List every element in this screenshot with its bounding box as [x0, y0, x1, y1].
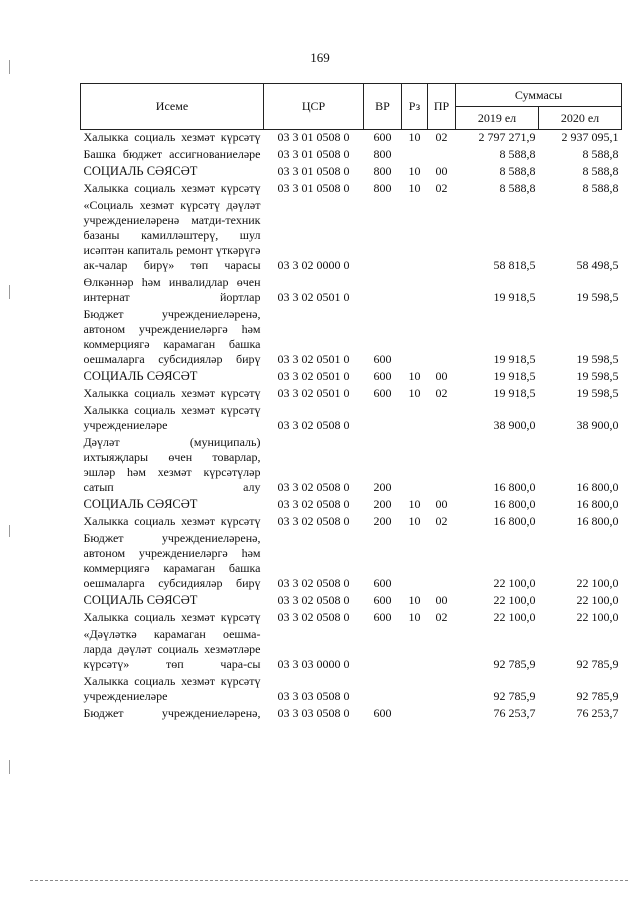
row-rz-code: 10 [408, 497, 421, 511]
row-pr-code [428, 531, 456, 593]
table-row [81, 610, 622, 627]
row-amount-2019: 22 100,0 [493, 576, 536, 590]
row-pr-code [428, 307, 456, 369]
table-row [81, 706, 622, 723]
row-amount-2019: 16 800,0 [493, 514, 536, 528]
row-name: Халыкка социаль хезмәт күрсәтү [83, 514, 261, 528]
row-rz-code [402, 307, 428, 369]
header-year-2020: 2020 ел [539, 107, 622, 130]
row-rz-code [402, 403, 428, 435]
row-amount-2019: 58 818,5 [493, 258, 536, 272]
row-amount-2019: 19 918,5 [493, 352, 536, 366]
table-row [81, 307, 622, 369]
row-amount-2020: 16 800,0 [576, 480, 619, 494]
table-row [81, 181, 622, 198]
table-row [81, 198, 622, 275]
row-vr-code: 600 [373, 576, 392, 590]
row-name: СОЦИАЛЬ СӘЯСӘТ [83, 164, 198, 178]
row-vr-code: 600 [373, 593, 392, 607]
row-vr-code: 600 [373, 706, 392, 720]
row-rz-code: 10 [408, 593, 421, 607]
margin-mark [9, 760, 10, 774]
table-row [81, 674, 622, 706]
row-rz-code: 10 [408, 164, 421, 178]
row-pr-code [428, 147, 456, 164]
row-csr-code: 03 3 01 0508 0 [277, 147, 350, 161]
row-amount-2020: 19 598,5 [576, 386, 619, 400]
row-pr-code [428, 275, 456, 307]
table-row [81, 531, 622, 593]
row-vr-code: 600 [373, 610, 392, 624]
row-amount-2020: 8 588,8 [582, 164, 619, 178]
row-amount-2020: 19 598,5 [576, 290, 619, 304]
row-vr-code: 200 [373, 497, 392, 511]
row-amount-2020: 92 785,9 [576, 657, 619, 671]
row-amount-2020: 16 800,0 [576, 514, 619, 528]
row-amount-2020: 22 100,0 [576, 593, 619, 607]
row-name: СОЦИАЛЬ СӘЯСӘТ [83, 593, 198, 607]
row-amount-2020: 58 498,5 [576, 258, 619, 272]
margin-mark [9, 285, 10, 299]
row-vr-code [364, 198, 402, 275]
row-pr-code: 02 [435, 514, 448, 528]
row-csr-code: 03 3 02 0000 0 [277, 258, 350, 272]
row-amount-2019: 8 588,8 [499, 181, 536, 195]
row-vr-code: 600 [373, 130, 392, 144]
row-pr-code: 02 [435, 610, 448, 624]
table-row [81, 514, 622, 531]
row-csr-code: 03 3 02 0501 0 [277, 386, 350, 400]
row-vr-code: 800 [373, 147, 392, 161]
row-rz-code [402, 674, 428, 706]
row-rz-code: 10 [408, 369, 421, 383]
row-amount-2019: 2 797 271,9 [478, 130, 536, 144]
row-csr-code: 03 3 01 0508 0 [277, 130, 350, 144]
row-amount-2019: 92 785,9 [493, 657, 536, 671]
row-rz-code: 10 [408, 386, 421, 400]
row-rz-code [402, 435, 428, 497]
row-csr-code: 03 3 02 0501 0 [277, 352, 350, 366]
row-amount-2019: 16 800,0 [493, 497, 536, 511]
margin-mark [9, 525, 10, 537]
row-amount-2019: 19 918,5 [493, 369, 536, 383]
row-csr-code: 03 3 02 0508 0 [277, 418, 350, 432]
row-rz-code [402, 275, 428, 307]
header-csr: ЦСР [264, 84, 364, 130]
row-amount-2020: 19 598,5 [576, 369, 619, 383]
row-rz-code [402, 531, 428, 593]
row-amount-2019: 19 918,5 [493, 386, 536, 400]
row-csr-code: 03 3 03 0508 0 [277, 706, 350, 720]
budget-table [80, 83, 622, 723]
row-csr-code: 03 3 01 0508 0 [277, 164, 350, 178]
row-pr-code: 00 [435, 369, 448, 383]
table-row [81, 627, 622, 674]
row-pr-code [428, 706, 456, 723]
row-name: Бюджет учреждениеләренә, автоном учреждениеләргә һәм коммерциягә карамаган башка оешмаларга субсидияләр бирү [83, 531, 261, 590]
table-row [81, 369, 622, 386]
header-amounts: Суммасы [456, 84, 622, 107]
row-amount-2019: 38 900,0 [493, 418, 536, 432]
table-row [81, 275, 622, 307]
row-pr-code: 00 [435, 497, 448, 511]
row-csr-code: 03 3 02 0501 0 [277, 290, 350, 304]
row-rz-code: 10 [408, 130, 421, 144]
row-name: СОЦИАЛЬ СӘЯСӘТ [83, 369, 198, 383]
row-vr-code: 600 [373, 352, 392, 366]
row-vr-code [364, 627, 402, 674]
row-amount-2020: 92 785,9 [576, 689, 619, 703]
row-pr-code: 02 [435, 130, 448, 144]
row-amount-2019: 22 100,0 [493, 593, 536, 607]
table-row [81, 147, 622, 164]
row-name: Башка бюджет ассигнованиеләре [83, 147, 261, 161]
row-vr-code [364, 674, 402, 706]
row-name: «Дәүләткә карамаган оешма-ларда дәүләт социаль хезмәтләре күрсәтү» төп чара-сы [83, 627, 261, 671]
header-name: Исеме [81, 84, 264, 130]
row-name: Дәүләт (муниципаль) ихтыяҗлары өчен товарлар, эшләр һәм хезмәт күрсәтүләр сатып алу [83, 435, 261, 494]
table-row [81, 164, 622, 181]
row-amount-2020: 2 937 095,1 [561, 130, 619, 144]
table-row [81, 130, 622, 148]
row-rz-code: 10 [408, 181, 421, 195]
table-row [81, 435, 622, 497]
header-pr: ПР [428, 84, 456, 130]
row-amount-2020: 16 800,0 [576, 497, 619, 511]
row-csr-code: 03 3 03 0508 0 [277, 689, 350, 703]
row-name: Халыкка социаль хезмәт күрсәтү учреждениеләре [83, 403, 261, 432]
table-row [81, 593, 622, 610]
header-vr: ВР [364, 84, 402, 130]
row-pr-code [428, 198, 456, 275]
row-vr-code: 800 [373, 181, 392, 195]
row-name: Өлкәннәр һәм инвалидлар өчен интернат йортлар [83, 275, 261, 304]
row-vr-code: 600 [373, 369, 392, 383]
row-amount-2019: 8 588,8 [499, 164, 536, 178]
row-amount-2020: 19 598,5 [576, 352, 619, 366]
row-pr-code: 02 [435, 181, 448, 195]
row-vr-code [364, 403, 402, 435]
row-pr-code [428, 435, 456, 497]
page-number: 169 [310, 50, 330, 65]
row-amount-2019: 76 253,7 [493, 706, 536, 720]
row-csr-code: 03 3 02 0508 0 [277, 514, 350, 528]
row-vr-code [364, 275, 402, 307]
row-amount-2019: 22 100,0 [493, 610, 536, 624]
table-row [81, 497, 622, 514]
row-vr-code: 200 [373, 480, 392, 494]
row-rz-code [402, 627, 428, 674]
row-vr-code: 200 [373, 514, 392, 528]
row-amount-2019: 92 785,9 [493, 689, 536, 703]
row-pr-code: 02 [435, 386, 448, 400]
row-rz-code [402, 198, 428, 275]
row-pr-code [428, 674, 456, 706]
table-row [81, 386, 622, 403]
row-csr-code: 03 3 02 0508 0 [277, 610, 350, 624]
row-rz-code: 10 [408, 514, 421, 528]
row-csr-code: 03 3 02 0508 0 [277, 576, 350, 590]
row-pr-code [428, 627, 456, 674]
row-csr-code: 03 3 01 0508 0 [277, 181, 350, 195]
row-pr-code [428, 403, 456, 435]
row-vr-code: 600 [373, 386, 392, 400]
row-amount-2020: 22 100,0 [576, 610, 619, 624]
row-name: Халыкка социаль хезмәт күрсәтү учреждениеләре [83, 674, 261, 703]
row-name: Халыкка социаль хезмәт күрсәтү [83, 386, 261, 400]
row-amount-2020: 76 253,7 [576, 706, 619, 720]
row-name: Бюджет учреждениеләренә, автоном учреждениеләргә һәм коммерциягә карамаган башка оешмаларга субсидияләр бирү [83, 307, 261, 366]
row-rz-code: 10 [408, 610, 421, 624]
bottom-rule [30, 880, 628, 881]
row-csr-code: 03 3 02 0508 0 [277, 480, 350, 494]
row-name: «Социаль хезмәт күрсәтү дәүләт учреждениеләренә матди-техник базаны камилләштерү, шул исәптән капиталь ремонт үткәрүгә ак-чалар бирү» төп чарасы [83, 198, 261, 272]
row-amount-2020: 8 588,8 [582, 147, 619, 161]
table-row [81, 403, 622, 435]
row-amount-2019: 16 800,0 [493, 480, 536, 494]
row-amount-2019: 19 918,5 [493, 290, 536, 304]
row-name: Халыкка социаль хезмәт күрсәтү [83, 610, 261, 624]
row-name: СОЦИАЛЬ СӘЯСӘТ [83, 497, 198, 511]
row-csr-code: 03 3 02 0508 0 [277, 497, 350, 511]
row-amount-2020: 8 588,8 [582, 181, 619, 195]
row-csr-code: 03 3 03 0000 0 [277, 657, 350, 671]
row-amount-2019: 8 588,8 [499, 147, 536, 161]
header-year-2019: 2019 ел [456, 107, 539, 130]
row-rz-code [402, 147, 428, 164]
row-name: Халыкка социаль хезмәт күрсәтү [83, 130, 261, 144]
row-csr-code: 03 3 02 0501 0 [277, 369, 350, 383]
row-name: Халыкка социаль хезмәт күрсәтү [83, 181, 261, 195]
row-name: Бюджет учреждениеләренә, [83, 706, 261, 720]
row-vr-code: 800 [373, 164, 392, 178]
header-rz: Рз [402, 84, 428, 130]
row-csr-code: 03 3 02 0508 0 [277, 593, 350, 607]
table-body [81, 130, 622, 724]
row-pr-code: 00 [435, 593, 448, 607]
row-pr-code: 00 [435, 164, 448, 178]
table-header [81, 84, 622, 130]
row-amount-2020: 22 100,0 [576, 576, 619, 590]
row-rz-code [402, 706, 428, 723]
row-amount-2020: 38 900,0 [576, 418, 619, 432]
